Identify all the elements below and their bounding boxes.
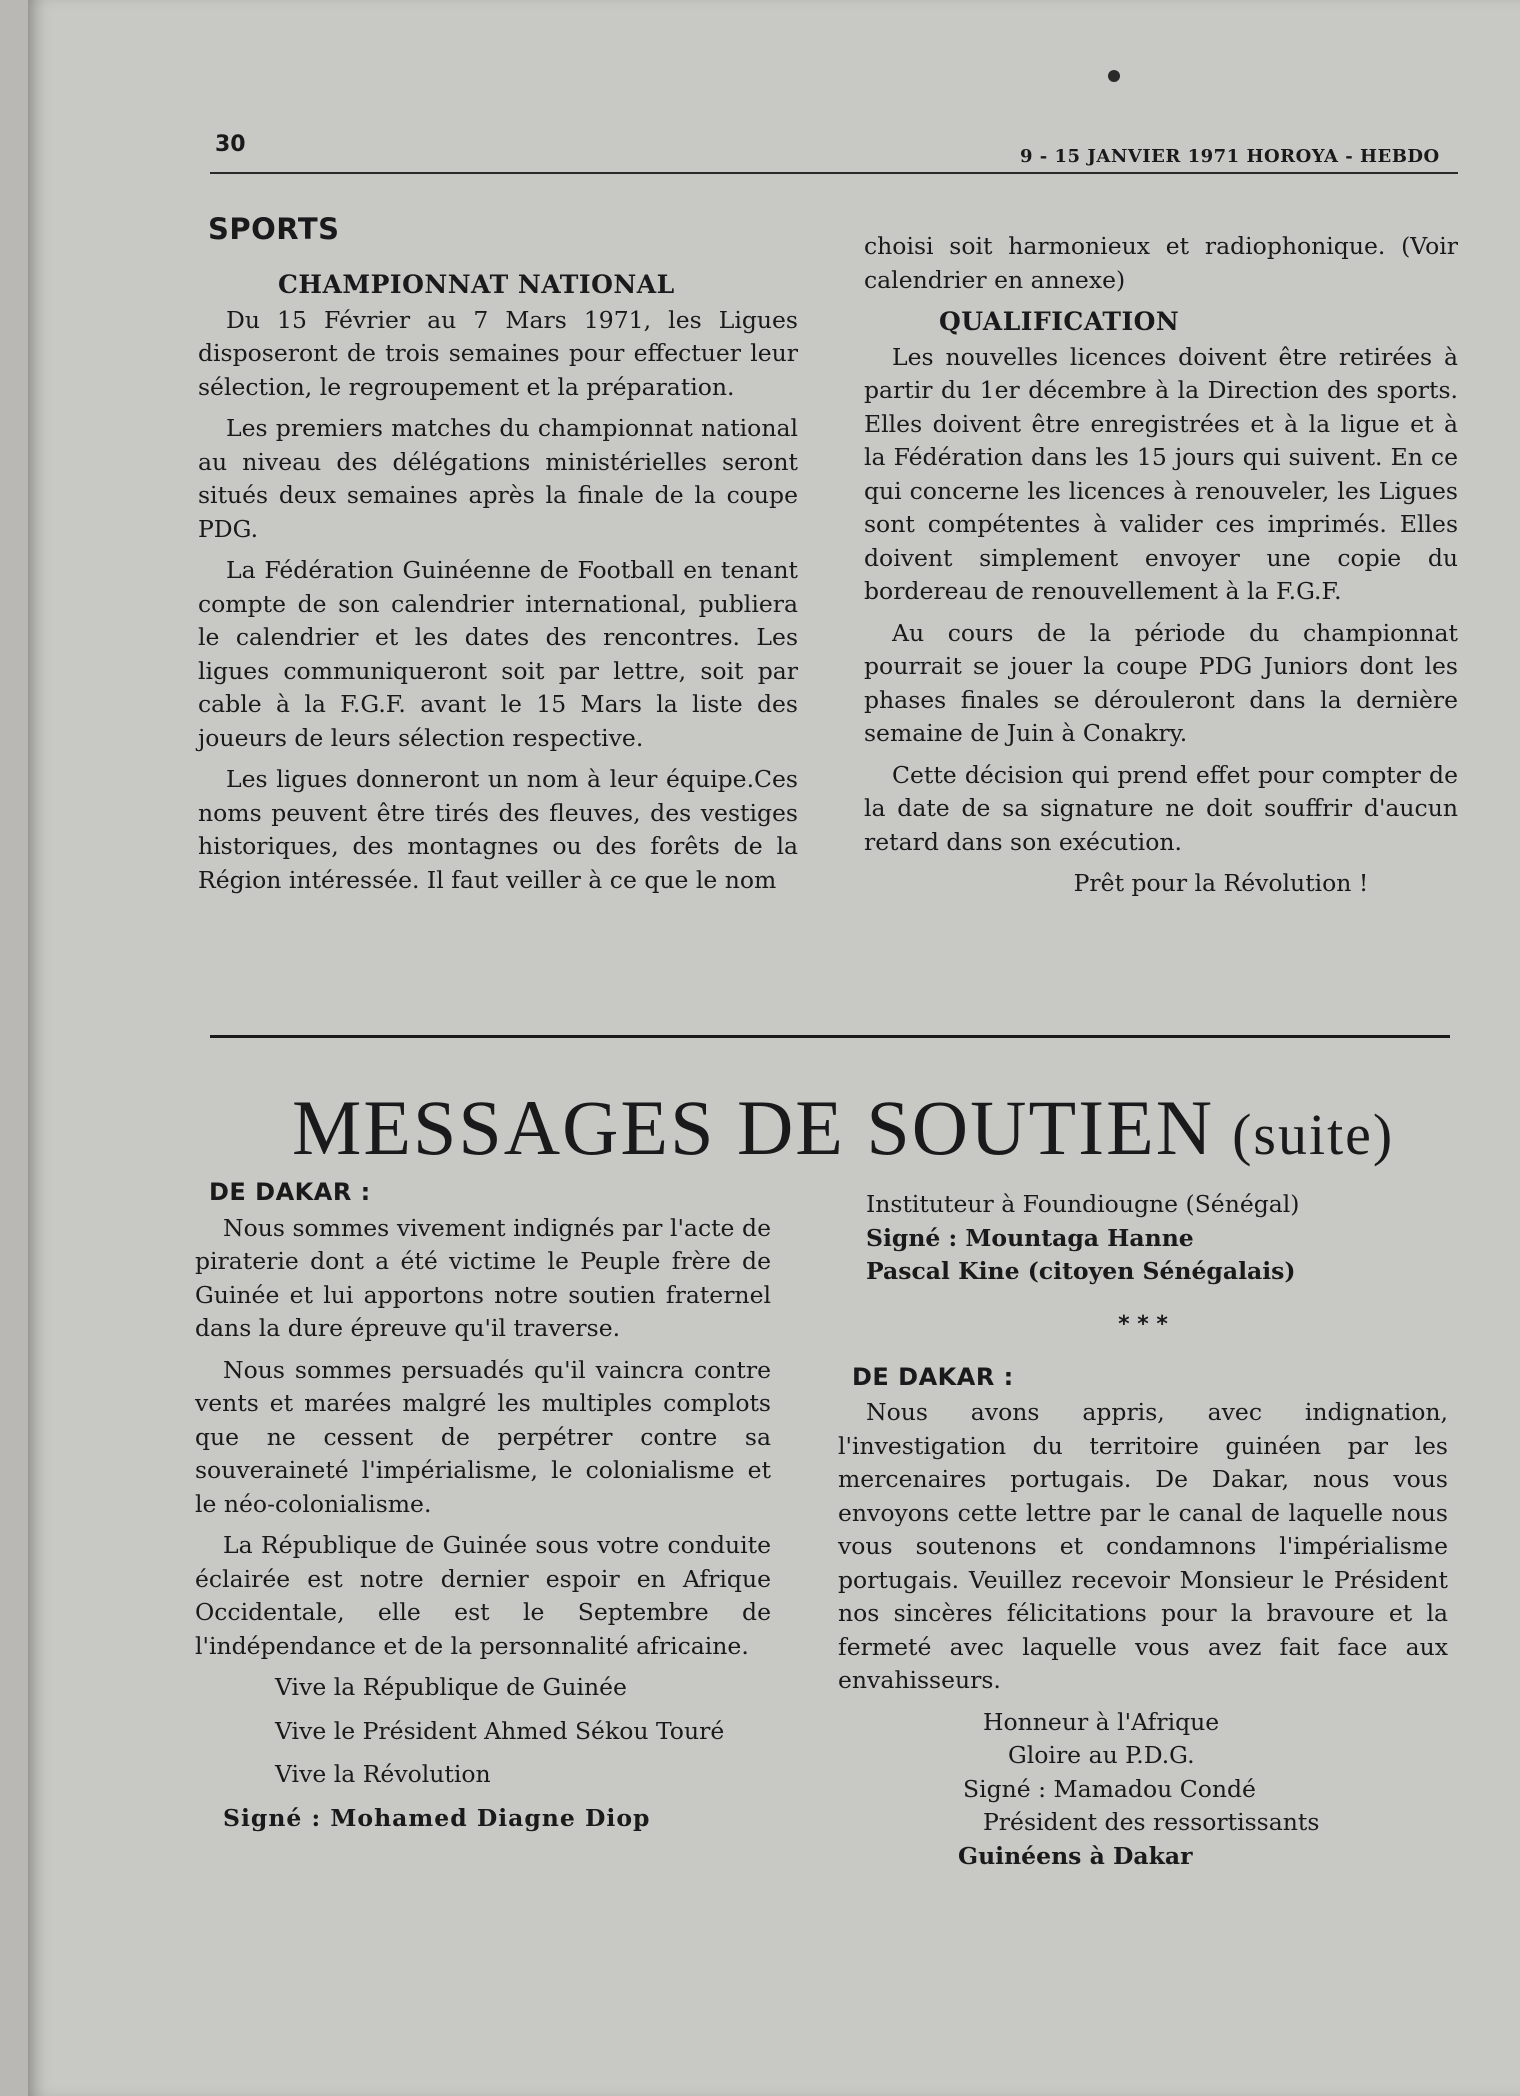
closing-line: Honneur à l'Afrique [983, 1707, 1220, 1736]
championnat-paragraph: Les ligues donneront un nom à leur équipe.Ces noms peuvent être tirés des fleuves, des vestiges historiques, des montagnes ou des forêts de la Région intéressée. Il faut veiller à ce que le nom [198, 765, 798, 894]
section-divider [210, 1035, 1450, 1038]
message-dakar-1 [195, 1176, 771, 1843]
championnat-paragraph: Du 15 Février au 7 Mars 1971, les Ligues disposeront de trois semaines pour effectuer leur sélection, le regroupement et la préparation. [198, 305, 798, 401]
message-paragraph: Nous sommes vivement indignés par l'acte de piraterie dont a été victime le Peuple frère de Guinée et lui apportons notre soutien fraternel dans la dure épreuve qu'il traverse. [195, 1213, 771, 1342]
sender-title: Instituteur à Foundiougne (Sénégal) [866, 1190, 1300, 1218]
header-rule [210, 172, 1458, 174]
qualification-title: QUALIFICATION [939, 307, 1180, 336]
qualification-paragraph: Au cours de la période du championnat pourrait se jouer la coupe PDG Juniors dont les phases finales se dérouleront dans la dernière semaine de Juin à Conakry. [864, 618, 1458, 747]
championnat-paragraph: Les premiers matches du championnat national au niveau des délégations ministérielles seront situés deux semaines après la finale de la coupe PDG. [198, 414, 798, 543]
closing-line: Gloire au P.D.G. [1008, 1741, 1195, 1769]
section-label-sports: SPORTS [208, 212, 340, 246]
championnat-paragraph: La Fédération Guinéenne de Football en tenant compte de son calendrier international, publiera le calendrier et les dates des rencontres. Les ligues communiqueront soit par lettre, soit par cable à la F.G.F. avant le 15 Mars la liste des joueurs de leurs sélection respective. [198, 556, 798, 752]
qualification-column [864, 230, 1458, 909]
separator-stars: * * * [1118, 1311, 1168, 1337]
sender-signature: Signé : Mountaga Hanne [866, 1223, 1194, 1252]
message-signature: Signé : Mohamed Diagne Diop [223, 1803, 651, 1832]
qualification-paragraph: Les nouvelles licences doivent être retirées à partir du 1er décembre à la Direction des sports. Elles doivent être enregistrées et à la ligue et à la Fédération dans les 15 jours qui suivent. En ce qui concerne les licences à renouveler, les Ligues sont compétentes à valider ces imprimés. Elles doivent simplement envoyer une copie du bordereau de renouvellement à la F.G.F. [864, 342, 1458, 605]
vive-line: Vive le Président Ahmed Sékou Touré [275, 1716, 725, 1745]
championnat-continuation: choisi soit harmonieux et radiophonique. (Voir calendrier en annexe) [864, 232, 1458, 294]
issue-dateline: 9 - 15 JANVIER 1971 HOROYA - HEBDO [1020, 146, 1440, 167]
message-paragraph: La République de Guinée sous votre conduite éclairée est notre dernier espoir en Afrique Occidentale, elle est le Septembre de l'indépendance et de la personnalité africaine. [195, 1531, 771, 1660]
qualification-paragraph: Cette décision qui prend effet pour compter de la date de sa signature ne doit souffrir d'aucun retard dans son exécution. [864, 760, 1458, 856]
qualification-closing: Prêt pour la Révolution ! [1073, 869, 1369, 897]
closing-line: Guinéens à Dakar [958, 1841, 1193, 1870]
closing-line: Président des ressortissants [983, 1808, 1320, 1836]
messages-title-suffix: (suite) [1232, 1102, 1395, 1167]
messages-headline [292, 1084, 1394, 1179]
closing-line: Signé : Mamadou Condé [963, 1774, 1256, 1803]
message-heading: DE DAKAR : [852, 1362, 1014, 1391]
vive-line: Vive la Révolution [275, 1760, 491, 1788]
championnat-title: CHAMPIONNAT NATIONAL [278, 270, 675, 299]
championnat-column [198, 270, 798, 905]
message-dakar-2 [838, 1188, 1448, 1873]
messages-title: MESSAGES DE SOUTIEN [292, 1084, 1215, 1171]
message-heading: DE DAKAR : [209, 1178, 371, 1206]
page-number: 30 [215, 132, 246, 157]
vive-line: Vive la République de Guinée [275, 1673, 627, 1701]
message-paragraph: Nous avons appris, avec indignation, l'investigation du territoire guinéen par les mercenaires portugais. De Dakar, nous vous envoyons cette lettre par le canal de laquelle nous vous soutenons et condamnons l'impérialisme portugais. Veuillez recevoir Monsieur le Président nos sincères félicitations pour la bravoure et la fermeté avec laquelle vous avez fait face aux envahisseurs. [838, 1398, 1448, 1694]
ink-dot [1108, 70, 1120, 82]
sender-name: Pascal Kine (citoyen Sénégalais) [866, 1257, 1296, 1285]
message-closing [838, 1706, 1448, 1874]
message-paragraph: Nous sommes persuadés qu'il vaincra contre vents et marées malgré les multiples complots que ne cessent de perpétrer contre sa souveraineté l'impérialisme, le colonialisme et le néo-colonialisme. [195, 1355, 771, 1518]
